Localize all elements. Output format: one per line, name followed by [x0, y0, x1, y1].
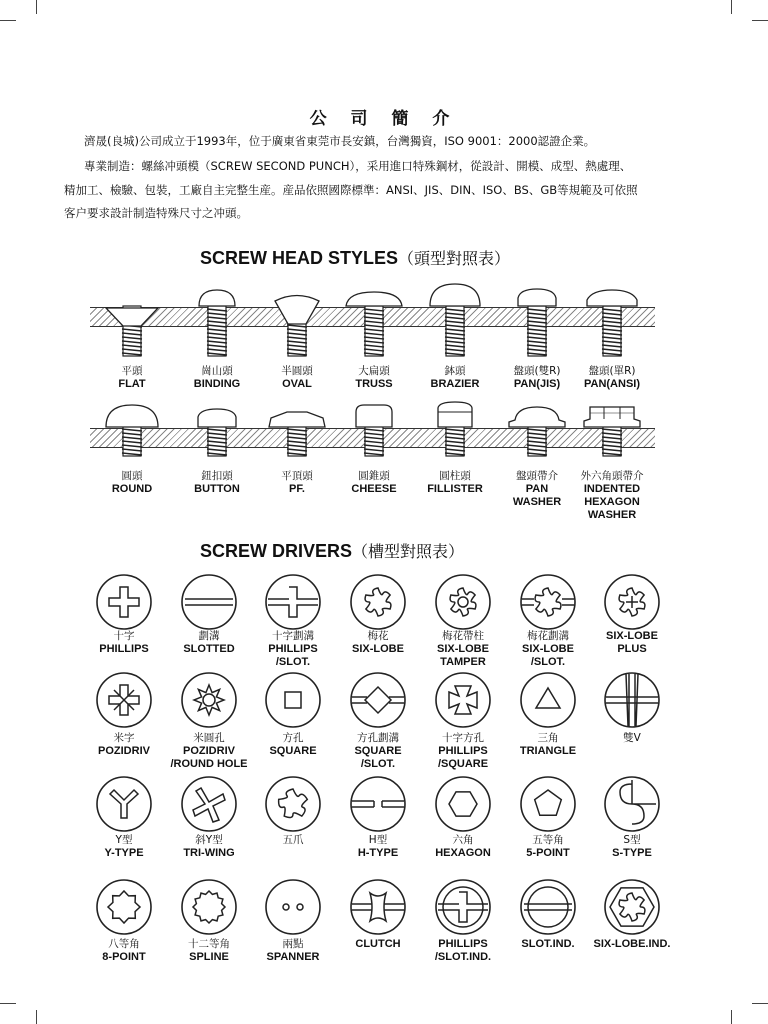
triangle-icon [518, 670, 578, 730]
crop-mark [36, 1010, 37, 1024]
phillips-slot-ind-icon [433, 877, 493, 937]
driver-label-en: SIX-LOBE [352, 643, 404, 655]
driver-label-en: TRI-WING [183, 847, 235, 859]
driver-label-cn: H型 [368, 834, 388, 846]
driver-label-cn: 十字 [113, 630, 135, 642]
spanner-icon [263, 877, 323, 937]
screw-drivers-title [200, 539, 464, 562]
hexagon-icon [433, 774, 493, 834]
slotted-icon [179, 572, 239, 632]
driver-label-en: Y-TYPE [104, 847, 144, 859]
driver-label [582, 732, 682, 745]
phillips-slot-icon [263, 572, 323, 632]
head-styles-title-en: SCREW HEAD STYLES [200, 248, 399, 268]
head-style-en: OVAL [282, 378, 312, 390]
phillips-square-icon [433, 670, 493, 730]
five-point-icon [518, 774, 578, 834]
six-lobe-ind-icon [602, 877, 662, 937]
head-style-cn: 崗山頭 [201, 365, 233, 377]
driver-label-en: 5-POINT [526, 847, 570, 859]
head-style-label [567, 470, 657, 522]
driver-label-en: SQUARE /SLOT. [354, 745, 402, 770]
driver-label-cn: 十字方孔 [442, 732, 484, 744]
driver-label-cn: 劃溝 [198, 630, 220, 642]
head-style-en: PAN WASHER [512, 483, 562, 508]
driver-label-cn: 米字 [113, 732, 135, 744]
driver-label-en: TRIANGLE [519, 745, 577, 757]
h-type-icon [348, 774, 408, 834]
six-lobe-plus-icon [602, 572, 662, 632]
clutch-icon [348, 877, 408, 937]
driver-label-en: CLUTCH [355, 938, 401, 950]
head-style-en: CHEESE [351, 483, 397, 495]
driver-label-en: SIX-LOBE PLUS [606, 630, 658, 655]
pozidriv-icon [94, 670, 154, 730]
driver-label-cn: 八等角 [108, 938, 140, 950]
driver-label-cn: 三角 [537, 732, 559, 744]
head-style-en: BRAZIER [430, 378, 480, 390]
driver-label-en: SLOTTED [183, 643, 235, 655]
intro-title: 公 司 簡 介 [309, 109, 459, 129]
head-style-en: FILLISTER [427, 483, 483, 495]
driver-label-en: 8-POINT [102, 951, 146, 963]
square-slot-icon [348, 670, 408, 730]
screw-drivers-title-en: SCREW DRIVERS [200, 541, 353, 561]
head-style-en: BINDING [193, 378, 241, 390]
driver-label-cn: 十二等角 [188, 938, 230, 950]
intro-line-3: 精加工、檢驗、包裝，工廠自主完整生産。産品依照國際標準：ANSI、JIS、DIN、ISO、BS、GB等規範及可依照 [64, 183, 638, 197]
head-style-en: INDENTED HEXAGON WASHER [583, 483, 641, 521]
head-style-cn: 鉢頭 [444, 365, 466, 377]
driver-label [582, 630, 682, 656]
five-claw-icon [263, 774, 323, 834]
driver-label-en: SLOT.IND. [521, 938, 575, 950]
driver-label-cn: 十字劃溝 [272, 630, 314, 642]
driver-label-en: PHILLIPS /SQUARE [437, 745, 489, 770]
driver-label-en: SIX-LOBE.IND. [593, 938, 671, 950]
intro-line-4: 客户要求設計制造特殊尺寸之冲頭。 [64, 206, 248, 220]
head-style-cn: 平頭 [121, 365, 143, 377]
driver-label-en: PHILLIPS /SLOT. [268, 643, 318, 668]
head-style-cn: 鈕扣頭 [201, 470, 233, 482]
head-style-cn: 盤頭(單R) [588, 365, 636, 377]
screw-drivers-title-cn: （槽型對照表） [352, 542, 465, 561]
y-type-icon [94, 774, 154, 834]
pozidriv-round-hole-icon [179, 670, 239, 730]
head-style-cn: 盤頭(雙R) [513, 365, 561, 377]
driver-label-cn: 兩點 [282, 938, 304, 950]
head-style-cn: 圓柱頭 [439, 470, 471, 482]
driver-label-cn: S型 [623, 834, 641, 846]
head-style-en: FLAT [118, 378, 146, 390]
head-style-cn: 半圓頭 [281, 365, 313, 377]
phillips-icon [94, 572, 154, 632]
head-style-en: BUTTON [194, 483, 240, 495]
driver-label-cn: 方孔劃溝 [357, 732, 399, 744]
crop-mark [752, 1003, 768, 1004]
driver-label-en: SPLINE [189, 951, 229, 963]
spline-icon [179, 877, 239, 937]
eight-point-icon [94, 877, 154, 937]
intro-line-2: 專業制造：螺絲冲頭模（SCREW SECOND PUNCH），采用進口特殊鋼材，從設計、開模、成型、熱處理、 [84, 159, 632, 173]
driver-label-cn: 梅花 [367, 630, 389, 642]
crop-mark [731, 1010, 732, 1024]
six-lobe-slot-icon [518, 572, 578, 632]
double-v-icon [602, 670, 662, 730]
driver-label-en: S-TYPE [612, 847, 652, 859]
s-type-icon [602, 774, 662, 834]
driver-label-en: PHILLIPS /SLOT.IND. [434, 938, 492, 963]
driver-label-en: POZIDRIV [98, 745, 150, 757]
tri-wing-icon [179, 774, 239, 834]
driver-label-cn: 五等角 [532, 834, 564, 846]
driver-label-cn: Y型 [115, 834, 133, 846]
six-lobe-icon [348, 572, 408, 632]
driver-label-en: SIX-LOBE /SLOT. [522, 643, 574, 668]
driver-label-cn: 梅花劃溝 [527, 630, 569, 642]
head-style-en: ROUND [111, 483, 153, 495]
driver-label-en: SIX-LOBE TAMPER [437, 643, 489, 668]
head-style-cn: 平頂頭 [281, 470, 313, 482]
head-style-cn: 大扁頭 [358, 365, 390, 377]
driver-label-cn: 梅花帶柱 [442, 630, 484, 642]
driver-label-cn: 六角 [452, 834, 474, 846]
driver-label-en: H-TYPE [357, 847, 399, 859]
driver-label-cn: 方孔 [282, 732, 304, 744]
driver-label-en: HEXAGON [435, 847, 491, 859]
head-style-en: PAN(JIS) [513, 378, 561, 390]
driver-label [582, 834, 682, 860]
crop-mark [0, 1003, 16, 1004]
six-lobe-tamper-icon [433, 572, 493, 632]
head-style-en: TRUSS [355, 378, 393, 390]
driver-label-cn: 米圓孔 [193, 732, 225, 744]
driver-label-en: SQUARE [269, 745, 317, 757]
head-style-en: PF. [289, 483, 305, 495]
driver-label-en: SPANNER [266, 951, 320, 963]
intro-line-1: 濟晟(良城)公司成立于1993年，位于廣東省東莞市長安鎮，台灣獨資，ISO 9001：2000認證企業。 [84, 134, 596, 148]
slot-ind-icon [518, 877, 578, 937]
head-style-cn: 外六角頭帶介 [580, 470, 644, 482]
driver-label-cn: 五爪 [282, 834, 304, 846]
head-style-en: PAN(ANSI) [583, 378, 640, 390]
head-style-cn: 盤頭帶介 [516, 470, 558, 482]
driver-label-en: POZIDRIV /ROUND HOLE [170, 745, 248, 770]
head-styles-title-cn: （頭型對照表） [398, 249, 511, 268]
head-style-cn: 圓頭 [121, 470, 143, 482]
driver-label [582, 938, 682, 951]
driver-label-en: PHILLIPS [99, 643, 149, 655]
square-icon [263, 670, 323, 730]
head-style-cn: 圓錐頭 [358, 470, 390, 482]
driver-label-cn: 雙V [623, 732, 641, 744]
driver-label-cn: 斜Y型 [195, 834, 223, 846]
